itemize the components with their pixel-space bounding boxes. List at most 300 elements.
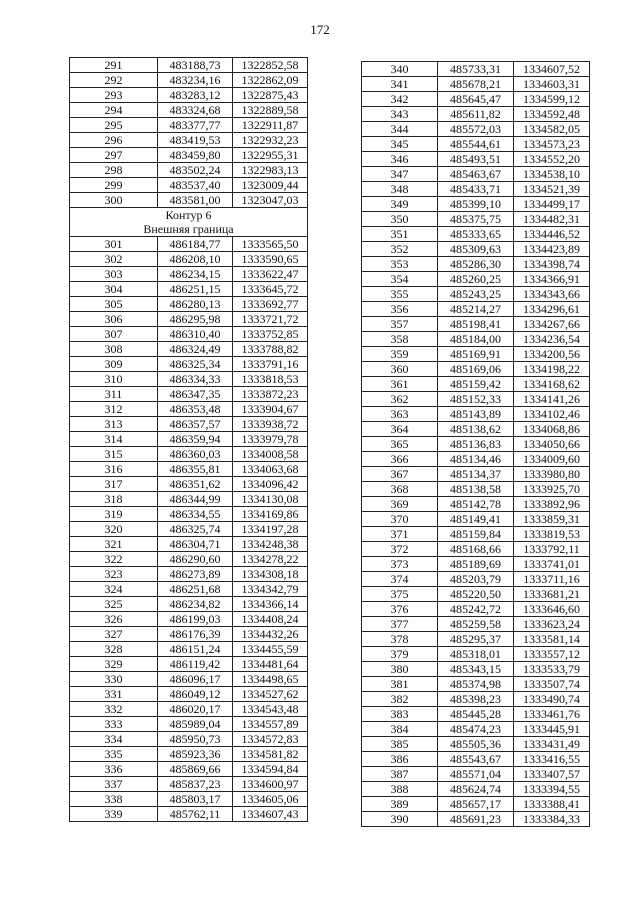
point-number: 292 xyxy=(70,73,158,88)
point-number: 295 xyxy=(70,118,158,133)
coordinate-y: 1322852,58 xyxy=(233,58,308,73)
table-row xyxy=(362,197,590,212)
coordinate-y: 1334455,59 xyxy=(233,642,308,657)
coordinate-y: 1334543,48 xyxy=(233,702,308,717)
coordinate-x: 486360,03 xyxy=(158,447,233,462)
table-row xyxy=(362,812,590,827)
coordinate-y: 1333819,53 xyxy=(514,527,590,542)
point-number: 316 xyxy=(70,462,158,477)
coordinate-y: 1334169,86 xyxy=(233,507,308,522)
point-number: 361 xyxy=(362,377,438,392)
coordinate-x: 483377,77 xyxy=(158,118,233,133)
point-number: 389 xyxy=(362,797,438,812)
table-row xyxy=(362,287,590,302)
coordinate-x: 483502,24 xyxy=(158,163,233,178)
coordinate-y: 1333565,50 xyxy=(233,237,308,252)
point-number: 315 xyxy=(70,447,158,462)
coordinate-x: 485286,30 xyxy=(438,257,514,272)
point-number: 310 xyxy=(70,372,158,387)
coordinate-x: 486020,17 xyxy=(158,702,233,717)
table-row xyxy=(70,492,308,507)
point-number: 309 xyxy=(70,357,158,372)
table-row xyxy=(70,717,308,732)
table-row xyxy=(70,522,308,537)
coordinate-y: 1334278,22 xyxy=(233,552,308,567)
coordinate-y: 1334408,24 xyxy=(233,612,308,627)
table-row xyxy=(362,317,590,332)
point-number: 313 xyxy=(70,417,158,432)
table-row xyxy=(362,332,590,347)
section-header-contour xyxy=(70,208,308,223)
coordinate-y: 1333681,21 xyxy=(514,587,590,602)
coordinate-x: 483581,00 xyxy=(158,193,233,208)
table-row xyxy=(70,312,308,327)
point-number: 383 xyxy=(362,707,438,722)
point-number: 329 xyxy=(70,657,158,672)
coordinate-y: 1334557,89 xyxy=(233,717,308,732)
coordinate-x: 485611,82 xyxy=(438,107,514,122)
table-row xyxy=(362,167,590,182)
coordinate-y: 1333979,78 xyxy=(233,432,308,447)
table-row xyxy=(70,657,308,672)
coordinate-x: 485136,83 xyxy=(438,437,514,452)
point-number: 358 xyxy=(362,332,438,347)
coordinate-x: 486357,57 xyxy=(158,417,233,432)
coordinate-y: 1333788,82 xyxy=(233,342,308,357)
point-number: 347 xyxy=(362,167,438,182)
coordinate-y: 1334068,86 xyxy=(514,422,590,437)
table-row xyxy=(70,447,308,462)
point-number: 327 xyxy=(70,627,158,642)
point-number: 337 xyxy=(70,777,158,792)
coordinate-y: 1334296,61 xyxy=(514,302,590,317)
coordinate-y: 1334499,17 xyxy=(514,197,590,212)
coordinate-x: 485399,10 xyxy=(438,197,514,212)
point-number: 372 xyxy=(362,542,438,557)
point-number: 320 xyxy=(70,522,158,537)
table-row xyxy=(70,118,308,133)
point-number: 378 xyxy=(362,632,438,647)
coordinate-x: 485295,37 xyxy=(438,632,514,647)
coordinate-x: 485138,58 xyxy=(438,482,514,497)
point-number: 344 xyxy=(362,122,438,137)
coordinate-y: 1333741,01 xyxy=(514,557,590,572)
coordinate-y: 1322875,43 xyxy=(233,88,308,103)
point-number: 303 xyxy=(70,267,158,282)
point-number: 380 xyxy=(362,662,438,677)
coordinate-y: 1334600,97 xyxy=(233,777,308,792)
coordinate-x: 485493,51 xyxy=(438,152,514,167)
point-number: 299 xyxy=(70,178,158,193)
table-row xyxy=(362,62,590,77)
point-number: 301 xyxy=(70,237,158,252)
coordinate-y: 1333388,41 xyxy=(514,797,590,812)
coordinate-x: 485134,46 xyxy=(438,452,514,467)
point-number: 386 xyxy=(362,752,438,767)
point-number: 368 xyxy=(362,482,438,497)
table-row xyxy=(362,767,590,782)
coordinate-y: 1322911,87 xyxy=(233,118,308,133)
point-number: 374 xyxy=(362,572,438,587)
coordinate-y: 1333557,12 xyxy=(514,647,590,662)
coordinate-x: 485543,67 xyxy=(438,752,514,767)
point-number: 339 xyxy=(70,807,158,822)
coordinate-y: 1333445,91 xyxy=(514,722,590,737)
point-number: 297 xyxy=(70,148,158,163)
coordinate-y: 1334366,14 xyxy=(233,597,308,612)
point-number: 362 xyxy=(362,392,438,407)
coordinate-x: 485169,06 xyxy=(438,362,514,377)
point-number: 296 xyxy=(70,133,158,148)
table-row xyxy=(70,537,308,552)
coordinate-x: 485923,36 xyxy=(158,747,233,762)
coordinate-y: 1334308,18 xyxy=(233,567,308,582)
coordinate-y: 1334581,82 xyxy=(233,747,308,762)
coordinate-x: 486273,89 xyxy=(158,567,233,582)
coordinate-y: 1333394,55 xyxy=(514,782,590,797)
point-number: 324 xyxy=(70,582,158,597)
coordinate-y: 1334607,52 xyxy=(514,62,590,77)
coordinate-y: 1334594,84 xyxy=(233,762,308,777)
point-number: 314 xyxy=(70,432,158,447)
coordinate-x: 485134,37 xyxy=(438,467,514,482)
point-number: 363 xyxy=(362,407,438,422)
table-row xyxy=(362,392,590,407)
coordinate-x: 485159,84 xyxy=(438,527,514,542)
coordinate-x: 485869,66 xyxy=(158,762,233,777)
point-number: 351 xyxy=(362,227,438,242)
coordinate-x: 485343,15 xyxy=(438,662,514,677)
coordinate-x: 485242,72 xyxy=(438,602,514,617)
point-number: 352 xyxy=(362,242,438,257)
coordinate-y: 1333533,79 xyxy=(514,662,590,677)
table-row xyxy=(70,178,308,193)
point-number: 325 xyxy=(70,597,158,612)
point-number: 348 xyxy=(362,182,438,197)
point-number: 321 xyxy=(70,537,158,552)
point-number: 390 xyxy=(362,812,438,827)
coordinate-x: 486334,55 xyxy=(158,507,233,522)
coordinate-x: 485142,78 xyxy=(438,497,514,512)
coordinate-y: 1334603,31 xyxy=(514,77,590,92)
point-number: 341 xyxy=(362,77,438,92)
coordinate-x: 485260,25 xyxy=(438,272,514,287)
table-row xyxy=(362,482,590,497)
table-row xyxy=(362,407,590,422)
coordinate-x: 486310,40 xyxy=(158,327,233,342)
point-number: 376 xyxy=(362,602,438,617)
table-row xyxy=(362,122,590,137)
table-row xyxy=(362,212,590,227)
table-row xyxy=(362,662,590,677)
coordinate-x: 486334,33 xyxy=(158,372,233,387)
coordinate-y: 1333490,74 xyxy=(514,692,590,707)
coordinate-y: 1333590,65 xyxy=(233,252,308,267)
coordinate-y: 1334398,74 xyxy=(514,257,590,272)
point-number: 326 xyxy=(70,612,158,627)
point-number: 307 xyxy=(70,327,158,342)
coordinate-x: 485149,41 xyxy=(438,512,514,527)
table-row xyxy=(362,437,590,452)
coordinate-y: 1333938,72 xyxy=(233,417,308,432)
point-number: 306 xyxy=(70,312,158,327)
coordinate-x: 485474,23 xyxy=(438,722,514,737)
point-number: 328 xyxy=(70,642,158,657)
table-row xyxy=(362,257,590,272)
coordinate-x: 485571,04 xyxy=(438,767,514,782)
coordinate-x: 485318,01 xyxy=(438,647,514,662)
coordinate-x: 485169,91 xyxy=(438,347,514,362)
table-row xyxy=(70,237,308,252)
coordinate-x: 485463,67 xyxy=(438,167,514,182)
coordinate-y: 1334141,26 xyxy=(514,392,590,407)
coordinate-y: 1334599,12 xyxy=(514,92,590,107)
coordinate-y: 1334050,66 xyxy=(514,437,590,452)
table-row xyxy=(70,103,308,118)
table-row xyxy=(70,567,308,582)
point-number: 345 xyxy=(362,137,438,152)
coordinate-x: 486280,13 xyxy=(158,297,233,312)
coordinate-y: 1334552,20 xyxy=(514,152,590,167)
point-number: 357 xyxy=(362,317,438,332)
coordinate-y: 1333461,76 xyxy=(514,707,590,722)
point-number: 371 xyxy=(362,527,438,542)
coordinate-x: 485645,47 xyxy=(438,92,514,107)
point-number: 377 xyxy=(362,617,438,632)
point-number: 353 xyxy=(362,257,438,272)
coordinate-y: 1333407,57 xyxy=(514,767,590,782)
coordinate-y: 1334096,42 xyxy=(233,477,308,492)
table-row xyxy=(362,557,590,572)
coordinate-y: 1333980,80 xyxy=(514,467,590,482)
point-number: 346 xyxy=(362,152,438,167)
table-row xyxy=(70,297,308,312)
coordinate-y: 1333859,31 xyxy=(514,512,590,527)
point-number: 354 xyxy=(362,272,438,287)
point-number: 382 xyxy=(362,692,438,707)
coordinates-table-left xyxy=(69,57,308,822)
coordinate-y: 1322932,23 xyxy=(233,133,308,148)
table-row xyxy=(70,282,308,297)
point-number: 343 xyxy=(362,107,438,122)
coordinate-y: 1333384,33 xyxy=(514,812,590,827)
point-number: 350 xyxy=(362,212,438,227)
table-row xyxy=(362,587,590,602)
point-number: 366 xyxy=(362,452,438,467)
coordinate-y: 1334521,39 xyxy=(514,182,590,197)
coordinate-y: 1334342,79 xyxy=(233,582,308,597)
table-row xyxy=(70,267,308,282)
table-row xyxy=(362,542,590,557)
coordinate-x: 486208,10 xyxy=(158,252,233,267)
coordinate-y: 1323009,44 xyxy=(233,178,308,193)
point-number: 335 xyxy=(70,747,158,762)
coordinate-x: 485243,25 xyxy=(438,287,514,302)
table-row xyxy=(70,792,308,807)
table-row xyxy=(70,582,308,597)
coordinate-x: 485220,50 xyxy=(438,587,514,602)
coordinate-x: 485259,58 xyxy=(438,617,514,632)
coordinate-y: 1334248,38 xyxy=(233,537,308,552)
point-number: 332 xyxy=(70,702,158,717)
point-number: 369 xyxy=(362,497,438,512)
coordinate-x: 485374,98 xyxy=(438,677,514,692)
table-row xyxy=(362,152,590,167)
table-row xyxy=(70,687,308,702)
table-row xyxy=(362,722,590,737)
coordinate-y: 1333925,70 xyxy=(514,482,590,497)
table-row xyxy=(362,362,590,377)
point-number: 373 xyxy=(362,557,438,572)
coordinate-x: 485398,23 xyxy=(438,692,514,707)
coordinate-y: 1322862,09 xyxy=(233,73,308,88)
coordinate-x: 485375,75 xyxy=(438,212,514,227)
coordinate-x: 486359,94 xyxy=(158,432,233,447)
table-row xyxy=(70,777,308,792)
coordinate-y: 1334527,62 xyxy=(233,687,308,702)
table-row xyxy=(70,672,308,687)
point-number: 375 xyxy=(362,587,438,602)
coordinate-y: 1334009,60 xyxy=(514,452,590,467)
point-number: 302 xyxy=(70,252,158,267)
table-row xyxy=(70,163,308,178)
point-number: 305 xyxy=(70,297,158,312)
table-row xyxy=(70,148,308,163)
coordinate-y: 1334607,43 xyxy=(233,807,308,822)
coordinate-y: 1334582,05 xyxy=(514,122,590,137)
coordinate-x: 486325,34 xyxy=(158,357,233,372)
coordinate-y: 1334102,46 xyxy=(514,407,590,422)
table-row xyxy=(70,732,308,747)
point-number: 387 xyxy=(362,767,438,782)
point-number: 384 xyxy=(362,722,438,737)
table-row xyxy=(362,647,590,662)
coordinate-y: 1333646,60 xyxy=(514,602,590,617)
point-number: 364 xyxy=(362,422,438,437)
coordinate-x: 486234,82 xyxy=(158,597,233,612)
coordinate-x: 486344,99 xyxy=(158,492,233,507)
table-row xyxy=(362,707,590,722)
coordinate-x: 483188,73 xyxy=(158,58,233,73)
coordinate-y: 1334008,58 xyxy=(233,447,308,462)
point-number: 370 xyxy=(362,512,438,527)
table-row xyxy=(70,507,308,522)
coordinate-y: 1334498,65 xyxy=(233,672,308,687)
point-number: 338 xyxy=(70,792,158,807)
table-row xyxy=(70,612,308,627)
coordinate-y: 1333752,85 xyxy=(233,327,308,342)
coordinate-x: 485198,41 xyxy=(438,317,514,332)
coordinate-y: 1334605,06 xyxy=(233,792,308,807)
coordinate-x: 483324,68 xyxy=(158,103,233,118)
coordinate-x: 485184,00 xyxy=(438,332,514,347)
point-number: 298 xyxy=(70,163,158,178)
table-row xyxy=(362,302,590,317)
table-row xyxy=(70,372,308,387)
coordinate-x: 485505,36 xyxy=(438,737,514,752)
coordinate-y: 1333818,53 xyxy=(233,372,308,387)
point-number: 349 xyxy=(362,197,438,212)
coordinate-x: 486251,15 xyxy=(158,282,233,297)
point-number: 331 xyxy=(70,687,158,702)
section-header-boundary xyxy=(70,222,308,237)
coordinate-x: 486324,49 xyxy=(158,342,233,357)
coordinate-y: 1334366,91 xyxy=(514,272,590,287)
point-number: 318 xyxy=(70,492,158,507)
table-row xyxy=(70,402,308,417)
point-number: 291 xyxy=(70,58,158,73)
point-number: 379 xyxy=(362,647,438,662)
coordinate-x: 485762,11 xyxy=(158,807,233,822)
coordinate-x: 485624,74 xyxy=(438,782,514,797)
coordinate-x: 486353,48 xyxy=(158,402,233,417)
point-number: 336 xyxy=(70,762,158,777)
point-number: 294 xyxy=(70,103,158,118)
table-row xyxy=(70,342,308,357)
coordinate-x: 485138,62 xyxy=(438,422,514,437)
table-row xyxy=(70,133,308,148)
point-number: 333 xyxy=(70,717,158,732)
point-number: 342 xyxy=(362,92,438,107)
coordinate-x: 485333,65 xyxy=(438,227,514,242)
coordinate-y: 1322983,13 xyxy=(233,163,308,178)
point-number: 367 xyxy=(362,467,438,482)
table-row xyxy=(70,807,308,822)
coordinate-y: 1334200,56 xyxy=(514,347,590,362)
coordinate-y: 1323047,03 xyxy=(233,193,308,208)
coordinate-x: 485572,03 xyxy=(438,122,514,137)
contour-title: Контур 6 xyxy=(70,208,308,223)
coordinate-y: 1334063,68 xyxy=(233,462,308,477)
coordinate-x: 486199,03 xyxy=(158,612,233,627)
table-row xyxy=(70,762,308,777)
coordinate-y: 1333645,72 xyxy=(233,282,308,297)
point-number: 359 xyxy=(362,347,438,362)
coordinate-y: 1333507,74 xyxy=(514,677,590,692)
table-row xyxy=(362,797,590,812)
coordinate-x: 485950,73 xyxy=(158,732,233,747)
coordinate-y: 1334538,10 xyxy=(514,167,590,182)
table-row xyxy=(362,632,590,647)
table-row xyxy=(362,692,590,707)
coordinates-table-right xyxy=(361,61,590,827)
coordinate-x: 485214,27 xyxy=(438,302,514,317)
table-row xyxy=(70,702,308,717)
point-number: 304 xyxy=(70,282,158,297)
coordinate-x: 483419,53 xyxy=(158,133,233,148)
table-row xyxy=(362,572,590,587)
table-row xyxy=(70,747,308,762)
table-row xyxy=(362,617,590,632)
table-row xyxy=(362,347,590,362)
table-row xyxy=(70,477,308,492)
coordinate-x: 486251,68 xyxy=(158,582,233,597)
coordinate-x: 485433,71 xyxy=(438,182,514,197)
point-number: 340 xyxy=(362,62,438,77)
coordinate-y: 1334592,48 xyxy=(514,107,590,122)
coordinate-x: 485203,79 xyxy=(438,572,514,587)
table-row xyxy=(362,527,590,542)
coordinate-x: 486295,98 xyxy=(158,312,233,327)
table-row xyxy=(362,107,590,122)
coordinate-y: 1334267,66 xyxy=(514,317,590,332)
coordinate-y: 1322955,31 xyxy=(233,148,308,163)
point-number: 385 xyxy=(362,737,438,752)
point-number: 300 xyxy=(70,193,158,208)
coordinate-x: 483537,40 xyxy=(158,178,233,193)
coordinate-x: 486049,12 xyxy=(158,687,233,702)
coordinate-x: 483459,80 xyxy=(158,148,233,163)
